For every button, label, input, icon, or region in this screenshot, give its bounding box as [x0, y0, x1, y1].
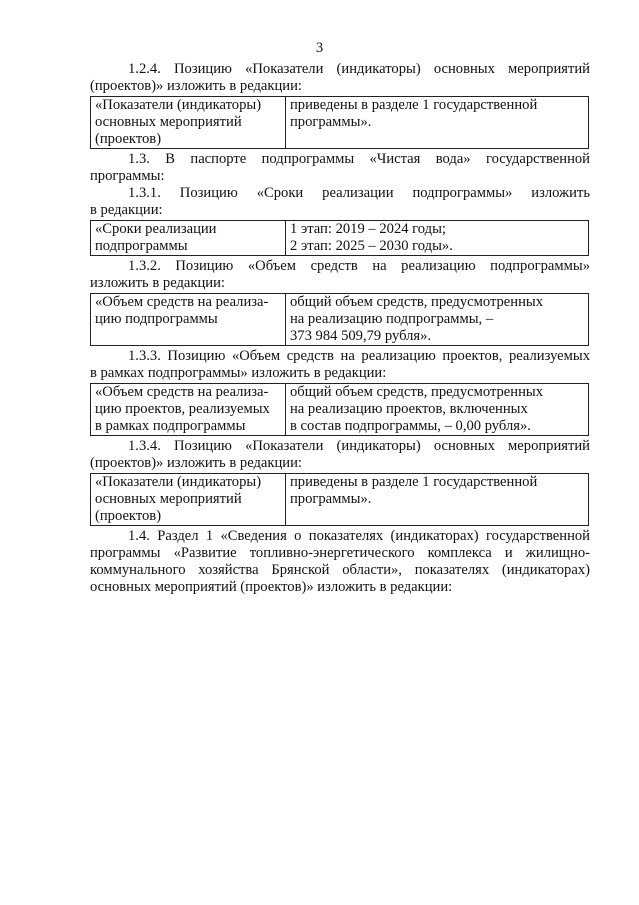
cell-line: на реализацию проектов, включенных — [290, 401, 528, 417]
text-line: основных мероприятий (проектов)» изложить в редакции: — [90, 579, 453, 595]
position-name-cell — [91, 221, 286, 256]
cell-line: 2 этап: 2025 – 2030 годы». — [290, 238, 453, 254]
cell-line: «Объем средств на реализа- — [95, 294, 269, 310]
position-value-cell — [286, 97, 589, 149]
text-line: коммунального хозяйства Брянской области», показателях (индикаторах) — [90, 562, 590, 578]
cell-line: основных мероприятий — [95, 114, 242, 130]
paragraph — [90, 151, 590, 219]
text-line: 1.3.1. Позицию «Сроки реализации подпрограммы» изложить — [128, 185, 590, 201]
text-line: 1.3. В паспорте подпрограммы «Чистая вода» государственной — [128, 151, 590, 167]
cell-line: «Показатели (индикаторы) — [95, 97, 262, 113]
text-line: 1.3.4. Позицию «Показатели (индикаторы) основных мероприятий — [128, 438, 590, 454]
cell-line: «Объем средств на реализа- — [95, 384, 269, 400]
cell-line: на реализацию подпрограммы, – — [290, 311, 494, 327]
cell-line: «Сроки реализации — [95, 221, 217, 237]
position-table — [90, 383, 589, 436]
table-row — [91, 294, 589, 346]
text-line: 1.3.3. Позицию «Объем средств на реализацию проектов, реализуемых — [128, 348, 590, 364]
cell-line: приведены в разделе 1 государственной — [290, 97, 538, 113]
cell-line: общий объем средств, предусмотренных — [290, 294, 544, 310]
cell-line: приведены в разделе 1 государственной — [290, 474, 538, 490]
cell-line: цию подпрограммы — [95, 311, 218, 327]
text-line: 1.2.4. Позицию «Показатели (индикаторы) основных мероприятий — [128, 61, 590, 77]
cell-line: (проектов) — [95, 131, 162, 147]
cell-line: подпрограммы — [95, 238, 188, 254]
position-name-cell — [91, 97, 286, 149]
position-table — [90, 473, 589, 526]
cell-line: «Показатели (индикаторы) — [95, 474, 262, 490]
page-number: 3 — [315, 40, 324, 56]
position-name-cell — [91, 384, 286, 436]
text-line: в редакции: — [90, 202, 163, 218]
table-row — [91, 474, 589, 526]
text-line: в рамках подпрограммы» изложить в редакции: — [90, 365, 387, 381]
position-table — [90, 293, 589, 346]
cell-line: в состав подпрограммы, – 0,00 рубля». — [290, 418, 531, 434]
table-row — [91, 97, 589, 149]
document-body — [90, 61, 590, 596]
cell-line: основных мероприятий — [95, 491, 242, 507]
cell-line: (проектов) — [95, 508, 162, 524]
text-line: 1.3.2. Позицию «Объем средств на реализацию подпрограммы» — [128, 258, 590, 274]
text-line: (проектов)» изложить в редакции: — [90, 455, 302, 471]
position-table — [90, 96, 589, 149]
position-value-cell — [286, 474, 589, 526]
table-row — [91, 221, 589, 256]
paragraph — [90, 61, 590, 95]
cell-line: 373 984 509,79 рубля». — [290, 328, 432, 344]
cell-line: в рамках подпрограммы — [95, 418, 246, 434]
position-name-cell — [91, 474, 286, 526]
text-line: (проектов)» изложить в редакции: — [90, 78, 302, 94]
position-value-cell — [286, 221, 589, 256]
position-name-cell — [91, 294, 286, 346]
cell-line: общий объем средств, предусмотренных — [290, 384, 544, 400]
paragraph — [90, 438, 590, 472]
cell-line: 1 этап: 2019 – 2024 годы; — [290, 221, 446, 237]
cell-line: программы». — [290, 491, 372, 507]
position-value-cell — [286, 294, 589, 346]
paragraph — [90, 528, 590, 596]
position-value-cell — [286, 384, 589, 436]
cell-line: программы». — [290, 114, 372, 130]
paragraph — [90, 258, 590, 292]
cell-line: цию проектов, реализуемых — [95, 401, 270, 417]
paragraph — [90, 348, 590, 382]
position-table — [90, 220, 589, 256]
text-line: программы «Развитие топливно-энергетического комплекса и жилищно- — [90, 545, 590, 561]
text-line: программы: — [90, 168, 165, 184]
text-line: 1.4. Раздел 1 «Сведения о показателях (индикаторах) государственной — [128, 528, 590, 544]
text-line: изложить в редакции: — [90, 275, 225, 291]
table-row — [91, 384, 589, 436]
